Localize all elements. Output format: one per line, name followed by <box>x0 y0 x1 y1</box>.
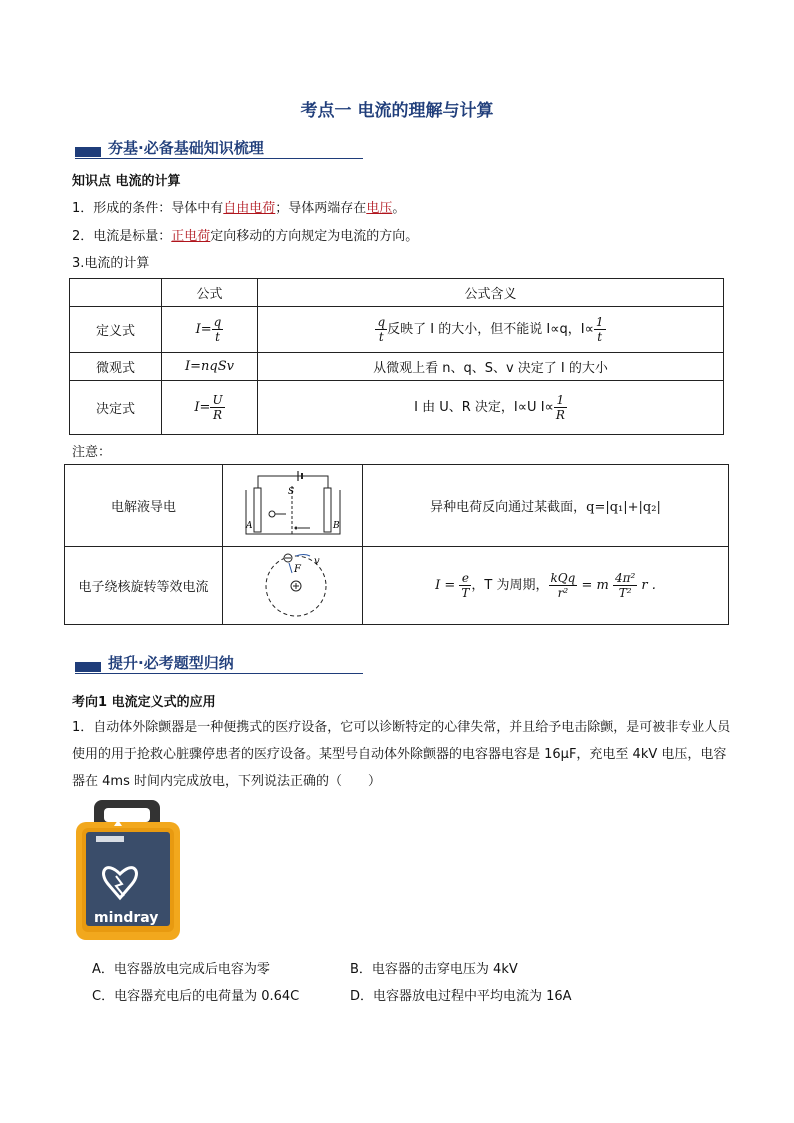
table-header: 公式含义 <box>258 279 724 307</box>
section-header-basics <box>75 137 363 161</box>
item-2 <box>72 225 418 244</box>
section-underline <box>75 158 363 159</box>
table-cell: I=nqSv <box>162 353 258 381</box>
fraction-den: T² <box>618 586 632 600</box>
item-2-text: 定向移动的方向规定为电流的方向。 <box>210 229 419 244</box>
table-cell <box>162 381 258 435</box>
current-formula-table <box>69 278 724 435</box>
fraction-num: 1 <box>554 393 567 408</box>
fraction <box>375 315 387 344</box>
electrolysis-figure <box>238 468 348 540</box>
fraction-den: R <box>555 408 565 422</box>
table-row <box>65 547 729 625</box>
section-header-advanced <box>75 652 363 676</box>
option-c[interactable]: C．电容器充电后的电荷量为 0.64C <box>92 989 300 1004</box>
section-bar <box>75 147 101 157</box>
table-cell <box>258 381 724 435</box>
item-1 <box>72 197 405 216</box>
table-cell: 从微观上看 n、q、S、v 决定了 I 的大小 <box>258 353 724 381</box>
section-label: 提升·必考题型归纳 <box>108 654 234 672</box>
table-row <box>70 279 724 307</box>
fraction-num: 1 <box>595 315 604 329</box>
blank-positive-charge: 正电荷 <box>171 229 211 244</box>
table-cell <box>70 279 162 307</box>
table-row <box>70 307 724 353</box>
item-3: 3.电流的计算 <box>72 256 150 271</box>
table-cell: 微观式 <box>70 353 162 381</box>
table-row <box>70 381 724 435</box>
fraction-num: 4π² <box>614 571 636 585</box>
option-d[interactable]: D．电容器放电过程中平均电流为 16A <box>350 989 572 1004</box>
table-cell: 定义式 <box>70 307 162 353</box>
table-header: 公式 <box>162 279 258 307</box>
figure-label: v <box>313 555 320 567</box>
electron-orbit-figure <box>248 548 338 620</box>
note-label: 注意： <box>72 445 112 460</box>
meaning-text: I 由 U、R 决定，I∝U I∝ <box>414 400 554 415</box>
fraction <box>613 571 637 600</box>
fraction <box>210 393 224 422</box>
item-1-text: ；导体两端存在 <box>275 201 367 216</box>
item-1-text: 1．形成的条件：导体中有 <box>72 201 224 216</box>
fraction-den: t <box>378 330 384 344</box>
figure-label: A <box>245 520 252 531</box>
table-row <box>70 353 724 381</box>
formula-text: r . <box>641 578 656 593</box>
fraction-num: q <box>377 315 386 329</box>
blank-free-charge: 自由电荷 <box>223 201 276 216</box>
table-cell <box>223 465 363 547</box>
formula-text: ，T 为周期， <box>471 578 549 593</box>
section-bar <box>75 662 101 672</box>
knowledge-point-heading: 知识点 电流的计算 <box>72 174 181 189</box>
figure-label: F <box>293 563 301 575</box>
note-table <box>64 464 729 625</box>
fraction <box>554 393 567 422</box>
fraction-den: r² <box>557 586 569 600</box>
option-a[interactable]: A．电容器放电完成后电容为零 <box>92 962 270 977</box>
table-cell <box>363 547 729 625</box>
item-2-text: 2．电流是标量： <box>72 229 172 244</box>
table-cell: 决定式 <box>70 381 162 435</box>
fraction-den: R <box>212 408 223 422</box>
fraction-num: q <box>213 315 222 329</box>
table-cell <box>223 547 363 625</box>
meaning-text: 反映了 I 的大小，但不能说 I∝q，I∝ <box>387 322 594 337</box>
fraction-num: kQq <box>550 571 576 585</box>
table-cell: 电解液导电 <box>65 465 223 547</box>
fraction-den: t <box>597 330 603 344</box>
option-b[interactable]: B．电容器的击穿电压为 4kV <box>350 962 518 977</box>
question-1: 1．自动体外除颤器是一种便携式的医疗设备，它可以诊断特定的心律失常，并且给予电击除颤，是可被非专业人员使用的用于抢救心脏骤停患者的医疗设备。某型号自动体外除颤器的电容器电容是 16μF，充电至 4kV 电压，电容器在 4ms 时间内完成放电，下列说法正确的（ ） <box>72 720 731 789</box>
fraction <box>459 571 471 600</box>
fraction-den: t <box>215 330 220 344</box>
table-cell <box>258 307 724 353</box>
fraction <box>212 315 224 344</box>
item-1-text: 。 <box>392 201 406 216</box>
fraction-den: T <box>461 586 470 600</box>
kaoxiang-heading: 考向1 电流定义式的应用 <box>72 695 216 710</box>
table-cell: 电子绕核旋转等效电流 <box>65 547 223 625</box>
fraction <box>549 571 578 600</box>
page-title: 考点一 电流的理解与计算 <box>300 101 494 121</box>
fraction <box>594 315 606 344</box>
device-brand: mindray <box>94 910 159 926</box>
figure-label: B <box>332 520 340 531</box>
table-cell: 异种电荷反向通过某截面，q=|q₁|+|q₂| <box>363 465 729 547</box>
fraction-num: e <box>459 571 471 586</box>
table-row <box>65 465 729 547</box>
table-cell <box>162 307 258 353</box>
section-label: 夯基·必备基础知识梳理 <box>108 139 264 157</box>
formula-text: = m <box>581 578 609 593</box>
section-underline <box>75 673 363 674</box>
formula-lhs: I = <box>435 578 456 593</box>
formula-lhs: I= <box>195 322 212 337</box>
formula-lhs: I= <box>194 400 211 415</box>
figure-label: S <box>287 486 294 497</box>
fraction-num: U <box>212 393 223 407</box>
defibrillator-image <box>72 798 184 944</box>
blank-voltage: 电压 <box>366 201 393 216</box>
